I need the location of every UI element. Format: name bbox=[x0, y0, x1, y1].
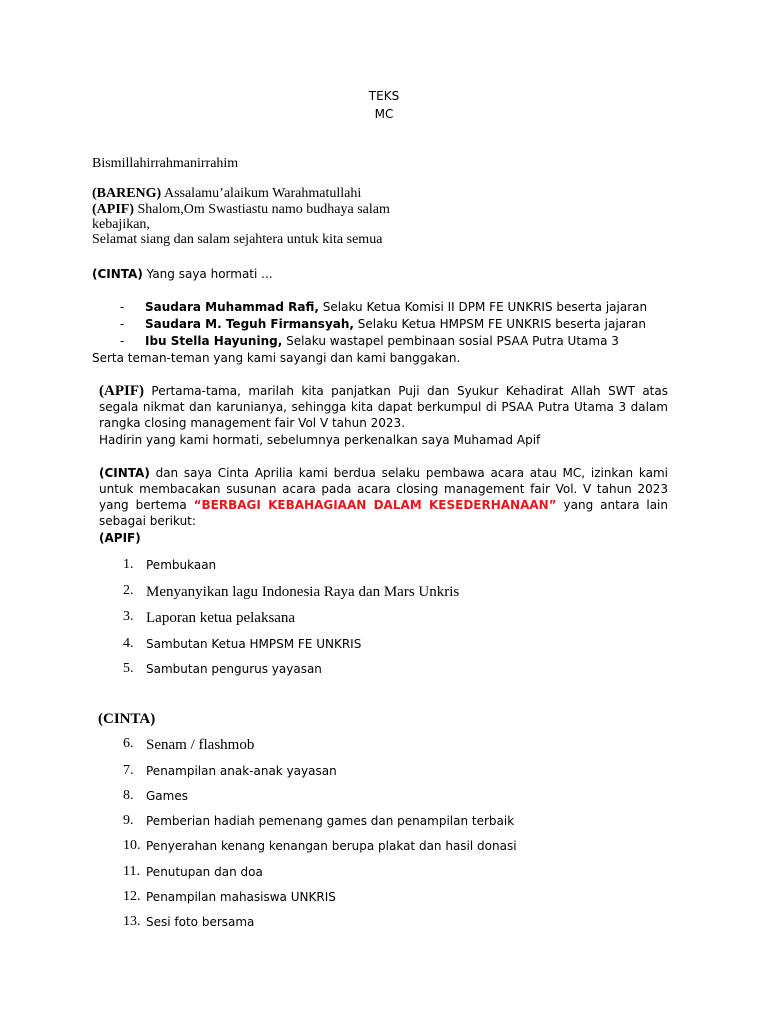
agenda-text: Laporan ketua pelaksana bbox=[146, 610, 296, 626]
bullet-dash: - bbox=[120, 334, 125, 348]
cinta-paragraph-text: dan saya Cinta Aprilia kami berdua selaku pembawa acara atau MC, izinkan kami untuk membacakan susunan acara pada acara closing management fair Vol. V tahun 2023 yang bertema bbox=[99, 466, 668, 512]
speaker-tag-cinta: (CINTA) bbox=[99, 466, 150, 480]
agenda-item bbox=[0, 636, 768, 654]
agenda-text: Penampilan anak-anak yayasan bbox=[146, 764, 337, 778]
greeting-apif-text: Shalom,Om Swastiastu namo budhaya salam bbox=[134, 202, 390, 217]
agenda-number: 5. bbox=[123, 661, 134, 676]
section-cinta: (CINTA) bbox=[98, 711, 156, 727]
bullet-dash: - bbox=[120, 300, 125, 314]
agenda-item bbox=[0, 864, 768, 882]
cinta-paragraph bbox=[99, 465, 668, 529]
agenda-text: Pemberian hadiah pemenang games dan penampilan terbaik bbox=[146, 814, 515, 828]
guest-role: Selaku Ketua HMPSM FE UNKRIS beserta jajaran bbox=[353, 317, 646, 331]
agenda-text: Penampilan mahasiswa UNKRIS bbox=[146, 890, 336, 904]
agenda-item bbox=[0, 609, 768, 627]
agenda-text: Penutupan dan doa bbox=[146, 865, 263, 879]
agenda-number: 9. bbox=[123, 813, 134, 828]
agenda-number: 8. bbox=[123, 788, 134, 803]
greeting-line3: kebajikan, bbox=[92, 217, 150, 232]
agenda-item bbox=[0, 763, 768, 781]
agenda-text: Senam / flashmob bbox=[146, 737, 255, 753]
agenda-number: 7. bbox=[123, 763, 134, 778]
greeting-line4: Selamat siang dan salam sejahtera untuk kita semua bbox=[92, 232, 383, 247]
section-apif: (APIF) bbox=[99, 531, 141, 545]
honor-text: Yang saya hormati ... bbox=[142, 267, 273, 281]
agenda-text: Sambutan pengurus yayasan bbox=[146, 662, 322, 676]
speaker-tag-cinta: (CINTA) bbox=[92, 267, 143, 281]
guest-row bbox=[0, 299, 768, 315]
agenda-number: 11. bbox=[123, 864, 140, 879]
agenda-item bbox=[0, 788, 768, 806]
agenda-item bbox=[0, 583, 768, 601]
apif-paragraph-line2: Hadirin yang kami hormati, sebelumnya perkenalkan saya Muhamad Apif bbox=[99, 433, 541, 447]
honor-line bbox=[92, 266, 273, 282]
agenda-item bbox=[0, 914, 768, 932]
title-mc: MC bbox=[374, 107, 394, 121]
agenda-text: Sambutan Ketua HMPSM FE UNKRIS bbox=[146, 637, 362, 651]
speaker-tag-apif: (APIF) bbox=[92, 202, 134, 217]
bullet-dash: - bbox=[120, 317, 125, 331]
guest-name: Saudara Muhammad Rafi, bbox=[145, 300, 319, 314]
guest-role: Selaku wastapel pembinaan sosial PSAA Putra Utama 3 bbox=[282, 334, 619, 348]
agenda-item bbox=[0, 661, 768, 679]
agenda-text: Pembukaan bbox=[146, 558, 217, 572]
agenda-number: 4. bbox=[123, 636, 134, 651]
agenda-text: Games bbox=[146, 789, 188, 803]
agenda-number: 10. bbox=[123, 838, 141, 853]
event-theme: “BERBAGI KEBAHAGIAAN DALAM KESEDERHANAAN” bbox=[193, 498, 557, 512]
agenda-item bbox=[0, 557, 768, 575]
agenda-number: 3. bbox=[123, 609, 134, 624]
bismillah: Bismillahirrahmanirrahim bbox=[92, 156, 239, 171]
agenda-number: 6. bbox=[123, 736, 134, 751]
guest-name: Ibu Stella Hayuning, bbox=[145, 334, 283, 348]
agenda-number: 1. bbox=[123, 557, 134, 572]
agenda-item bbox=[0, 889, 768, 907]
greeting-bareng bbox=[92, 186, 361, 202]
greeting-bareng-text: Assalamu’alaikum Warahmatullahi bbox=[161, 186, 362, 201]
agenda-item bbox=[0, 838, 768, 856]
agenda-number: 2. bbox=[123, 583, 134, 598]
guest-name: Saudara M. Teguh Firmansyah, bbox=[145, 317, 354, 331]
apif-paragraph-text: Pertama-tama, marilah kita panjatkan Puji dan Syukur Kehadirat Allah SWT atas segala nikmat dan karunianya, sehingga kita dapat berkumpul di PSAA Putra Utama 3 dalam rangka closing management fair Vol V tahun 2023. bbox=[99, 384, 668, 430]
cinta-paragraph-after: yang antara lain sebagai berikut: bbox=[99, 498, 668, 528]
honor-closing: Serta teman-teman yang kami sayangi dan kami banggakan. bbox=[92, 351, 461, 365]
guest-role: Selaku Ketua Komisi II DPM FE UNKRIS beserta jajaran bbox=[318, 300, 648, 314]
speaker-tag-bareng: (BARENG) bbox=[92, 186, 162, 201]
title-teks: TEKS bbox=[368, 89, 400, 103]
speaker-tag-apif: (APIF) bbox=[99, 383, 144, 399]
agenda-number: 12. bbox=[123, 889, 141, 904]
greeting-apif bbox=[92, 202, 390, 218]
agenda-text: Sesi foto bersama bbox=[146, 915, 255, 929]
agenda-number: 13. bbox=[123, 914, 141, 929]
agenda-text: Penyerahan kenang kenangan berupa plakat dan hasil donasi bbox=[146, 839, 517, 853]
guest-row bbox=[0, 316, 768, 332]
agenda-text: Menyanyikan lagu Indonesia Raya dan Mars Unkris bbox=[146, 584, 460, 600]
apif-paragraph bbox=[99, 383, 668, 431]
agenda-item bbox=[0, 813, 768, 831]
agenda-item bbox=[0, 736, 768, 754]
guest-row bbox=[0, 333, 768, 349]
